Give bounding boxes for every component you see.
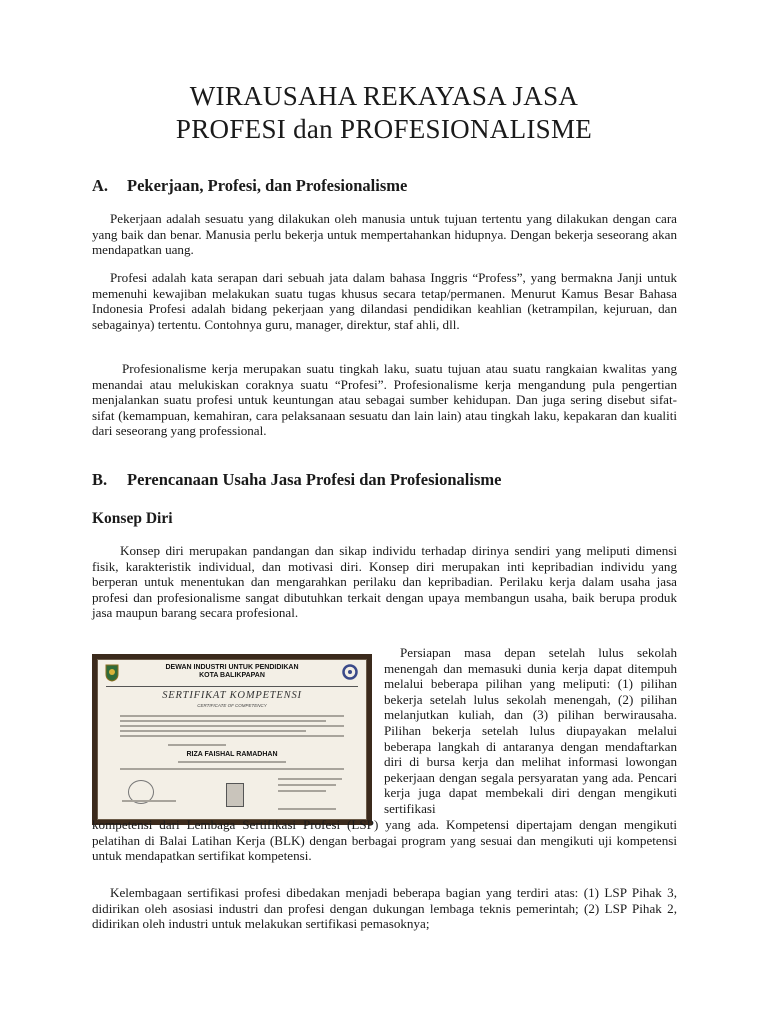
lsp-logo-icon xyxy=(342,664,358,680)
certificate-text-line xyxy=(278,778,342,780)
section-a-paragraph-3: Profesionalisme kerja merupakan suatu tingkah laku, suatu tujuan atau suatu rangkaian kwalitas yang menandai atau melukiskan coraknya suatu “Profesi”. Profesionalisme kerja mengandung pula pengertian menjalankan suatu profesi untuk keuntungan atau sebagai sumber kehidupan. Dan juga sering disebut sifat-sifat (kemampuan, kemahiran, cara pelaksanaan sesuatu dan lain lain) atau tingkah laku, kepakaran dan kualiti dari seseorang yang professional. xyxy=(92,361,677,439)
certificate-divider xyxy=(106,686,358,687)
section-b-paragraph-1: Konsep diri merupakan pandangan dan sikap individu terhadap dirinya sendiri yang meliputi dimensi fisik, karakteristik individual, dan motivasi diri. Konsep diri merupakan inti kepribadian individu yang berperan untuk menentukan dan mengarahkan perilaku dan kepribadian. Perilaku kerja dalam usaha jasa profesi dan profesionalisme sangat dibutuhkan terkait dengan upaya membangun usaha, baik berupa produk jasa maupun barang secara profesional. xyxy=(92,543,677,621)
section-a-paragraph-2: Profesi adalah kata serapan dari sebuah jata dalam bahasa Inggris “Profess”, yang bermakna Janji untuk memenuhi kewajiban melakukan suatu tugas khusus secara tetap/permanen. Menurut Kamus Besar Bahasa Indonesia Profesi adalah bidang pekerjaan yang dilandasi pendidikan keahlian (ketrampilan, kejuruan, dan sebagainya) tertentu. Contohnya guru, manager, direktur, staf ahli, dll. xyxy=(92,270,677,332)
certificate-text-line xyxy=(120,730,306,732)
certificate-text-line xyxy=(120,715,344,717)
certificate-text-line xyxy=(120,768,344,770)
section-a-paragraph-1: Pekerjaan adalah sesuatu yang dilakukan oleh manusia untuk tujuan tertentu yang dilakukan dengan cara yang baik dan benar. Manusia perlu bekerja untuk mempertahankan hidupnya. Dengan bekerja seseorang akan mendapatkan uang. xyxy=(92,211,677,258)
certificate-title: SERTIFIKAT KOMPETENSI xyxy=(162,690,302,701)
certificate-signature-line xyxy=(122,800,176,802)
section-b-title: Perencanaan Usaha Jasa Profesi dan Profesionalisme xyxy=(127,470,502,489)
title-line-2: PROFESI dan PROFESIONALISME xyxy=(175,114,593,144)
section-b-paragraph-2-continued: kompetensi dari Lembaga Sertifikasi Profesi (LSP) yang ada. Kompetensi dipertajam dengan mengikuti pelatihan di Balai Latihan Kerja (BLK) dengan berbagai program yang sesuai dan mengikuti uji kompetensi untuk mendapatkan sertifikat kompetensi. xyxy=(92,817,677,864)
certificate-signature-line xyxy=(278,808,336,810)
certificate-subtitle: CERTIFICATE OF COMPETENCY xyxy=(197,703,267,708)
certificate-text-line xyxy=(120,735,344,737)
certificate-text-line xyxy=(178,761,286,763)
section-b-paragraph-3: Kelembagaan sertifikasi profesi dibedakan menjadi beberapa bagian yang terdiri atas: (1) LSP Pihak 3, didirikan oleh asosiasi industri dan profesi dengan dukungan lembaga teknis pemerintah; (2) LSP Pihak 2, didirikan oleh industri untuk melakukan sertifikasi pemasoknya; xyxy=(92,885,677,932)
city-emblem-icon xyxy=(104,664,120,682)
certificate-text-line xyxy=(278,784,336,786)
certificate-body xyxy=(97,659,367,820)
section-b-label: B. xyxy=(92,470,108,489)
document-title xyxy=(0,80,768,146)
section-a-heading xyxy=(92,176,407,196)
konsep-diri-heading: Konsep Diri xyxy=(92,510,173,527)
section-a-label: A. xyxy=(92,176,109,195)
section-b-heading xyxy=(92,470,501,490)
certificate-org-line-1: DEWAN INDUSTRI UNTUK PENDIDIKAN xyxy=(165,664,299,671)
certificate-text-line xyxy=(168,744,226,746)
certificate-text-line xyxy=(120,725,344,727)
certificate-text-line xyxy=(120,720,326,722)
section-b-paragraph-2-wrapped: Persiapan masa depan setelah lulus sekolah menengah dan memasuki dunia kerja dapat ditempuh melalui beberapa pilihan yang meliputi: (1) pilihan bekerja setelah lulus sekolah menengah, (2) pilihan melanjutkan kuliah, dan (3) pilihan berwirausaha. Pilihan bekerja setelah lulus diupayakan melalui beberapa langkah di antaranya dengan mendaftarkan diri di bursa kerja dan melihat informasi lowongan pekerjaan dengan segala persyaratan yang ada. Pencari kerja juga dapat membekali diri dengan mengikuti sertifikasi xyxy=(384,645,677,816)
title-line-1: WIRAUSAHA REKAYASA JASA xyxy=(189,81,579,111)
certificate-text-line xyxy=(278,790,326,792)
section-a-title: Pekerjaan, Profesi, dan Profesionalisme xyxy=(127,176,408,195)
certificate-org-line-2: KOTA BALIKPAPAN xyxy=(199,672,265,679)
recipient-photo xyxy=(226,783,244,807)
certificate-recipient: RIZA FAISHAL RAMADHAN xyxy=(186,751,278,758)
certificate-image xyxy=(92,654,372,825)
